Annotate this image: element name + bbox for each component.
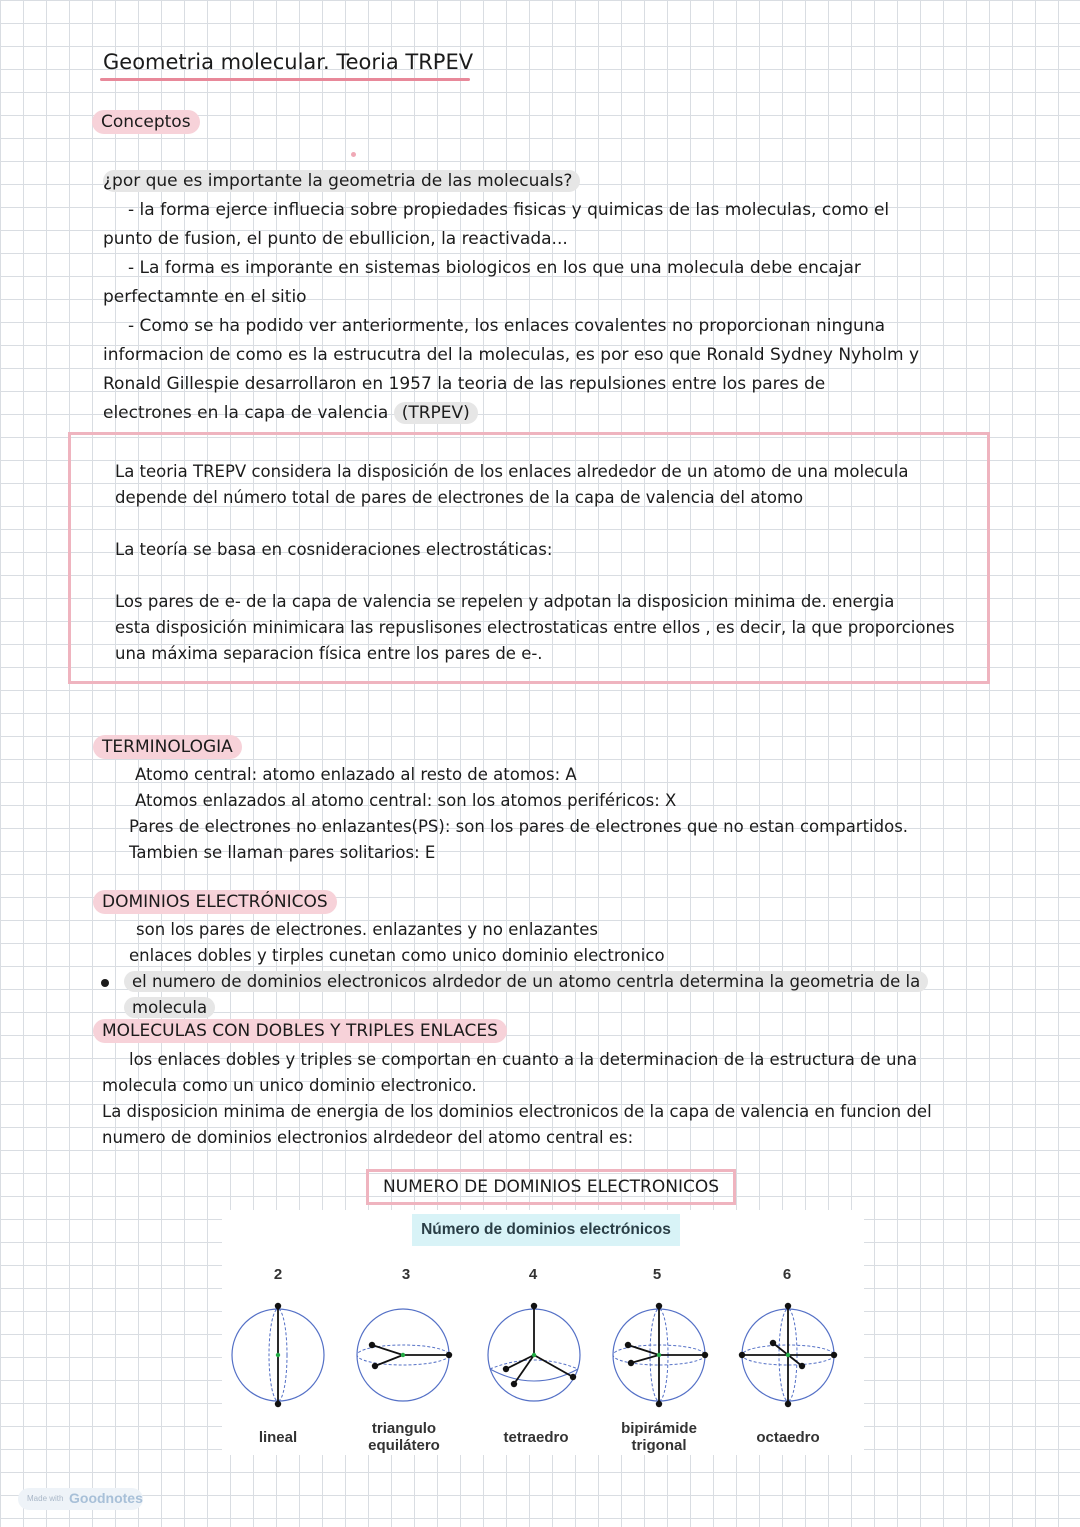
term-line: Pares de electrones no enlazantes(PS): son los pares de electrones que no estan compartidos.: [129, 817, 909, 836]
term-line: Atomo central: atomo enlazado al resto de atomos: A: [135, 765, 577, 784]
definition-box: [68, 432, 990, 684]
geometry-spheres: [222, 1210, 864, 1455]
concept-line: - La forma es imporante en sistemas biologicos en los que una molecula debe encajar: [128, 258, 861, 278]
sphere-triangulo: [357, 1309, 452, 1401]
numero-dominios-box: NUMERO DE DOMINIOS ELECTRONICOS: [366, 1169, 736, 1205]
geometry-name: octaedro: [756, 1429, 820, 1446]
section-heading-dobles: MOLECULAS CON DOBLES Y TRIPLES ENLACES: [93, 1021, 507, 1041]
box-line: depende del número total de pares de electrones de la capa de valencia del atomo: [115, 488, 804, 507]
domain-count: 4: [528, 1266, 538, 1283]
geometry-name: bipirámide trigonal: [621, 1420, 697, 1454]
dominios-line: son los pares de electrones. enlazantes y no enlazantes: [136, 920, 598, 939]
concept-line: Ronald Gillespie desarrollaron en 1957 la teoria de las repulsiones entre los pares de: [103, 374, 826, 394]
concept-line: - la forma ejerce influecia sobre propiedades fisicas y quimicas de las moleculas, como el: [128, 200, 890, 220]
dominios-bullet-line: el numero de dominios electronicos alrdedor de un atomo centrla determina la geometria de la: [124, 969, 928, 995]
bullet-dot: [101, 979, 109, 987]
domain-count: 2: [273, 1266, 283, 1283]
dobles-line: numero de dominios electronios alrdedeor del atomo central es:: [102, 1128, 634, 1147]
term-line: Tambien se llaman pares solitarios: E: [129, 843, 436, 862]
box-line: La teoria TREPV considera la disposición de los enlaces alrededor de un atomo de una molecula: [115, 462, 909, 481]
section-heading-dominios: DOMINIOS ELECTRÓNICOS: [93, 892, 337, 912]
domain-count: 5: [652, 1266, 662, 1283]
acronym-highlight: (TRPEV): [394, 402, 478, 424]
section-heading-terminologia: TERMINOLOGIA: [93, 737, 242, 757]
concept-line: informacion de como es la estrucutra del la moleculas, es por eso que Ronald Sydney Nyholm y: [103, 345, 920, 365]
geometry-name: lineal: [258, 1429, 298, 1446]
sphere-tetraedro: [488, 1303, 580, 1401]
dominios-line: enlaces dobles y tirples cunetan como unico dominio electronico: [129, 946, 665, 965]
section-heading-conceptos: Conceptos: [92, 112, 200, 132]
geometry-figure: [222, 1210, 864, 1455]
concept-line: electrones en la capa de valencia (TRPEV): [103, 403, 478, 423]
dominios-bullet-line: molecula: [124, 995, 215, 1021]
box-line: Los pares de e- de la capa de valencia se repelen y adpotan la disposicion minima de. energia: [115, 592, 895, 611]
question-line: ¿por que es importante la geometria de las molecuals?: [103, 171, 580, 191]
box-line: esta disposición minimicara las repuslisones electrostaticas entre ellos , es decir, la que proporciones: [115, 618, 955, 637]
concept-line: punto de fusion, el punto de ebullicion, la reactivada...: [103, 229, 568, 249]
box-line: una máxima separacion física entre los pares de e-.: [115, 644, 543, 663]
dobles-line: La disposicion minima de energia de los dominios electronicos de la capa de valencia en funcion del: [102, 1102, 932, 1121]
goodnotes-watermark: Made with Goodnotes: [18, 1488, 143, 1510]
pink-dot: [351, 152, 356, 157]
sphere-octaedro: [739, 1303, 837, 1407]
concept-line: - Como se ha podido ver anteriormente, los enlaces covalentes no proporcionan ninguna: [128, 316, 886, 336]
title-underline: [100, 78, 470, 81]
concept-line: perfectamnte en el sitio: [103, 287, 307, 307]
figure-title: Número de dominios electrónicos: [412, 1214, 680, 1246]
term-line: Atomos enlazados al atomo central: son los atomos periféricos: X: [135, 791, 677, 810]
page-title: Geometria molecular. Teoria TRPEV: [103, 50, 474, 74]
box-line: La teoría se basa en cosnideraciones electrostáticas:: [115, 540, 553, 559]
domain-count: 6: [782, 1266, 792, 1283]
domain-count: 3: [401, 1266, 411, 1283]
dobles-line: molecula como un unico dominio electronico.: [102, 1076, 477, 1095]
sphere-bipiramide: [613, 1303, 708, 1407]
geometry-name: triangulo equilátero: [368, 1420, 440, 1454]
sphere-lineal: [232, 1303, 324, 1407]
dobles-line: los enlaces dobles y triples se comportan en cuanto a la determinacion de la estructura de una: [129, 1050, 918, 1069]
geometry-name: tetraedro: [503, 1429, 569, 1446]
